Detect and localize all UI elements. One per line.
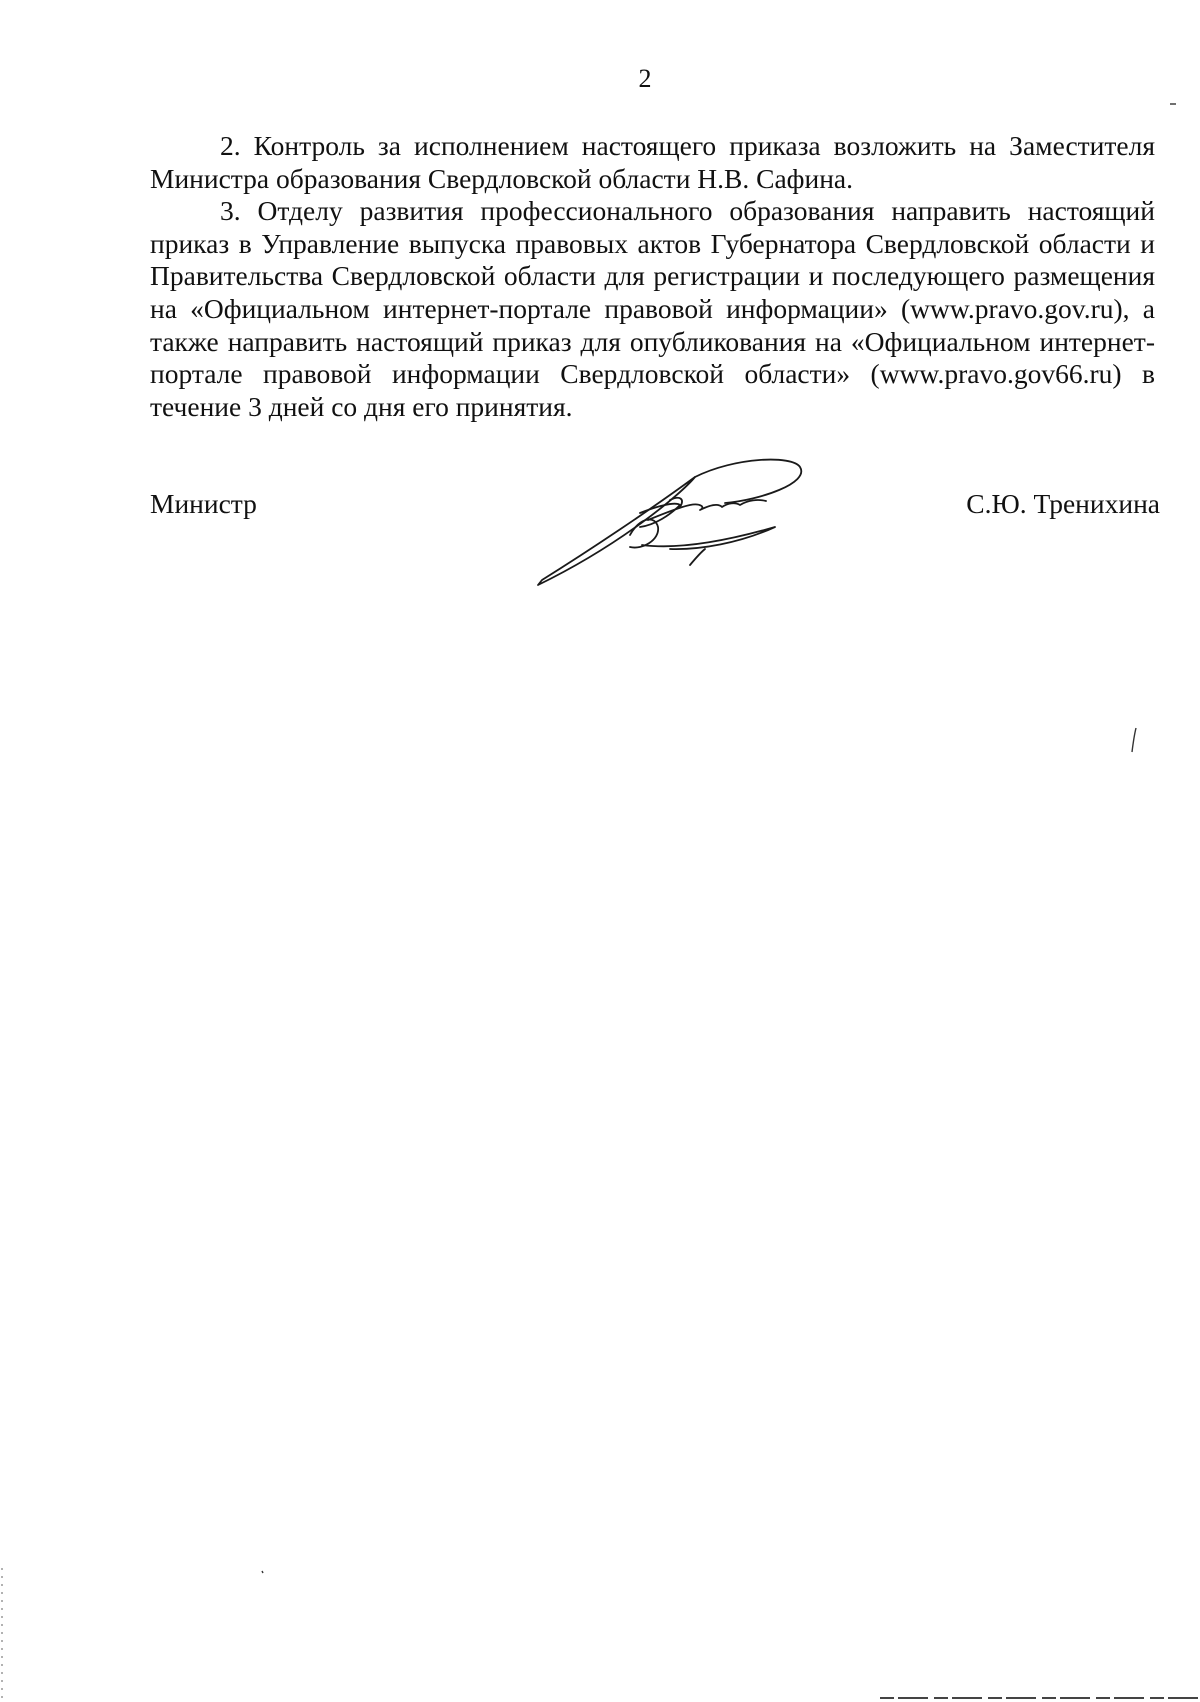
paragraph-control-clause: 2. Контроль за исполнением настоящего приказа возложить на Заместителя Министра образования Свердловской области Н.В. Сафина. [150,130,1155,194]
paragraph-publication-clause: 3. Отделу развития профессионального образования направить настоящий приказ в Управление выпуска правовых актов Губернатора Свердловской области и Правительства Свердловской области для регистрации и последующего размещения на «Официальном интернет-портале правовой информации» (www.pravo.gov.ru), а также направить настоящий приказ для опубликования на «Официальном интернет-портале правовой информации Свердловской области» (www.pravo.gov66.ru) в течение 3 дней со дня его принятия. [150,195,1155,422]
signatory-name: С.Ю. Тренихина [966,488,1160,519]
handwritten-signature [530,455,830,595]
page-number: 2 [638,64,652,93]
signatory-title: Министр [150,488,257,519]
document-body [150,130,1155,423]
